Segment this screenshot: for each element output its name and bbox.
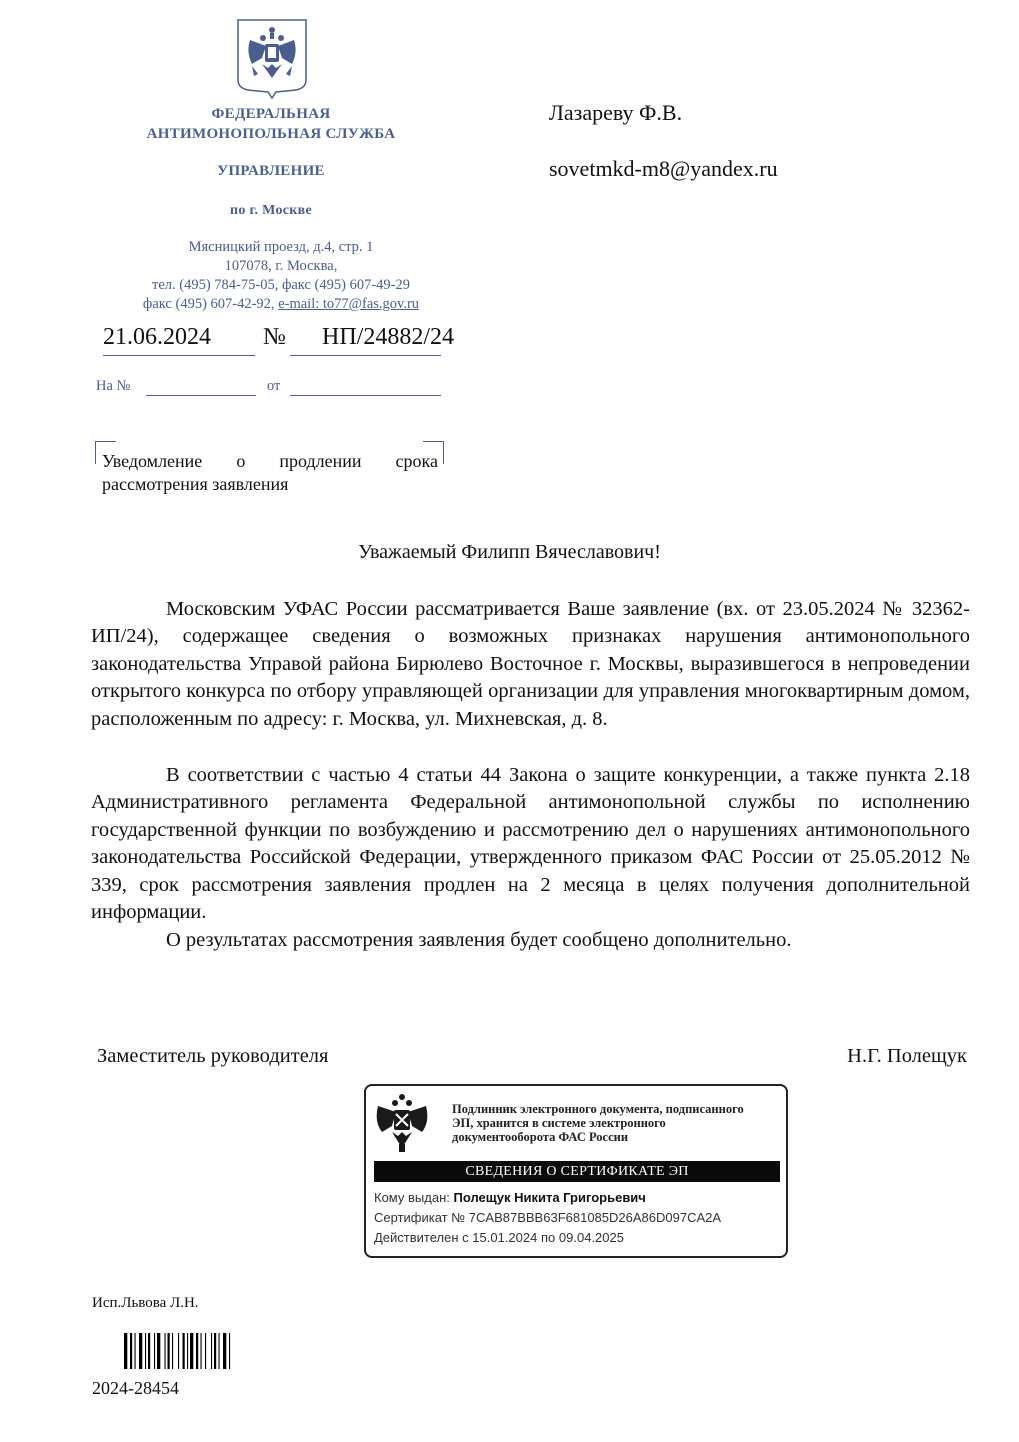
reference-date-field	[290, 395, 441, 396]
stamp-certificate-row	[374, 1210, 721, 1225]
stamp-owner-row	[374, 1190, 646, 1205]
body-paragraph: В соответствии с частью 4 статьи 44 Закона о защите конкуренции, а также пункта 2.18 Административного регламента Федеральной антимонопольной службы по исполнению государственной функции по возбуждению и рассмотрению дел о нарушениях антимонопольного законодательства Российской Федерации, утвержденного приказом ФАС России от 25.05.2012 № 339, срок рассмотрения заявления продлен на 2 месяца в целях получения дополнительной информации.	[91, 764, 970, 924]
barcode-bar	[135, 1333, 136, 1369]
greeting: Уважаемый Филипп Вячеславович!	[358, 541, 661, 563]
org-email-link[interactable]: e-mail: to77@fas.gov.ru	[278, 296, 420, 312]
barcode-bar	[168, 1333, 170, 1369]
body-paragraph: Московским УФАС России рассматривается Ваше заявление (вх. от 23.05.2024 № 32362-ИП/24), содержащее сведения о возможных признаках нарушения антимонопольного законодательства Управой района Бирюлево Восточное г. Москвы, выразившегося в непроведении открытого конкурса по отбору управляющей организации для управления многоквартирным домом, расположенным по адресу: г. Москва, ул. Михневская, д. 8.	[91, 598, 970, 730]
barcode-bar	[183, 1333, 185, 1369]
barcode-bar	[139, 1333, 142, 1369]
barcode-bar	[148, 1333, 150, 1369]
stamp-header-line3: документооборота ФАС России	[452, 1130, 629, 1144]
stamp-valid-from-label: с	[462, 1230, 469, 1245]
executor-name: Исп.Львова Л.Н.	[92, 1295, 199, 1311]
stamp-valid-to: 09.04.2025	[558, 1230, 624, 1245]
reference-number-field	[146, 395, 256, 396]
org-phone: тел. (495) 784-75-05, факс (495) 607-49-29	[152, 277, 410, 293]
department-city: по г. Москве	[229, 203, 313, 218]
barcode-bar	[223, 1333, 226, 1369]
document-date: 21.06.2024	[103, 324, 211, 350]
number-underline	[290, 355, 441, 356]
fas-eagle-emblem-icon	[374, 1092, 430, 1154]
barcode-bar	[214, 1333, 216, 1369]
org-address-line2: 107078, г. Москва,	[224, 258, 338, 274]
document-code: 2024-28454	[92, 1378, 179, 1398]
barcode-bar	[229, 1333, 230, 1369]
recipient-name: Лазареву Ф.В.	[549, 100, 683, 125]
org-address-line1: Мясницкий проезд, д.4, стр. 1	[188, 239, 374, 255]
date-underline	[103, 355, 255, 356]
barcode-bar	[187, 1333, 188, 1369]
stamp-certificate-number: 7CAB87BBB63F681085D26A86D097CA2A	[468, 1210, 722, 1225]
body-paragraph: О результатах рассмотрения заявления будет сообщено дополнительно.	[166, 929, 792, 951]
barcode-bar	[157, 1333, 160, 1369]
document-number: НП/24882/24	[322, 324, 454, 350]
number-sign: №	[263, 324, 286, 350]
org-name-line2: АНТИМОНОПОЛЬНАЯ СЛУЖБА	[146, 126, 396, 142]
org-fax-email	[96, 295, 466, 313]
stamp-certificate-title: СВЕДЕНИЯ О СЕРТИФИКАТЕ ЭП	[374, 1161, 780, 1182]
barcode-bar	[190, 1333, 193, 1369]
e-signature-stamp	[364, 1084, 788, 1258]
stamp-valid-to-label: по	[540, 1230, 556, 1245]
barcode-bar	[196, 1333, 198, 1369]
barcode-bar	[165, 1333, 166, 1369]
barcode-bar	[205, 1333, 206, 1369]
org-name-line1: ФЕДЕРАЛЬНАЯ	[211, 106, 331, 122]
department-name: УПРАВЛЕНИЕ	[217, 163, 325, 179]
signatory-name: Н.Г. Полещук	[847, 1045, 967, 1067]
barcode-bar	[178, 1333, 179, 1369]
reference-date-label: от	[267, 378, 281, 394]
subject-line1: Уведомление о продлении срока	[102, 451, 438, 471]
russian-coat-of-arms-icon	[236, 18, 308, 100]
stamp-valid-from: 15.01.2024	[472, 1230, 538, 1245]
barcode-bar	[172, 1333, 173, 1369]
stamp-certificate-label: Сертификат №	[374, 1210, 466, 1225]
barcode-bar	[219, 1333, 220, 1369]
barcode-bar	[201, 1333, 202, 1369]
signatory-title: Заместитель руководителя	[97, 1045, 329, 1067]
recipient-email[interactable]: sovetmkd-m8@yandex.ru	[549, 156, 778, 181]
barcode-icon	[124, 1333, 268, 1369]
barcode-bar	[145, 1333, 146, 1369]
stamp-owner-label: Кому выдан:	[374, 1190, 450, 1205]
stamp-validity-row	[374, 1230, 624, 1245]
stamp-owner-name: Полещук Никита Григорьевич	[453, 1190, 646, 1205]
stamp-valid-label: Действителен	[374, 1230, 459, 1245]
subject-line2: рассмотрения заявления	[102, 474, 289, 494]
letter-subject	[102, 450, 438, 496]
barcode-bar	[124, 1333, 127, 1369]
barcode-bar	[211, 1333, 212, 1369]
stamp-header	[452, 1102, 782, 1144]
barcode-bar	[130, 1333, 132, 1369]
reference-number-label: На №	[96, 378, 131, 394]
stamp-header-line2: ЭП, хранится в системе электронного	[452, 1116, 666, 1130]
org-fax: факс (495) 607-42-92,	[142, 296, 275, 312]
stamp-header-line1: Подлинник электронного документа, подписанного	[452, 1102, 744, 1116]
barcode-bar	[154, 1333, 155, 1369]
